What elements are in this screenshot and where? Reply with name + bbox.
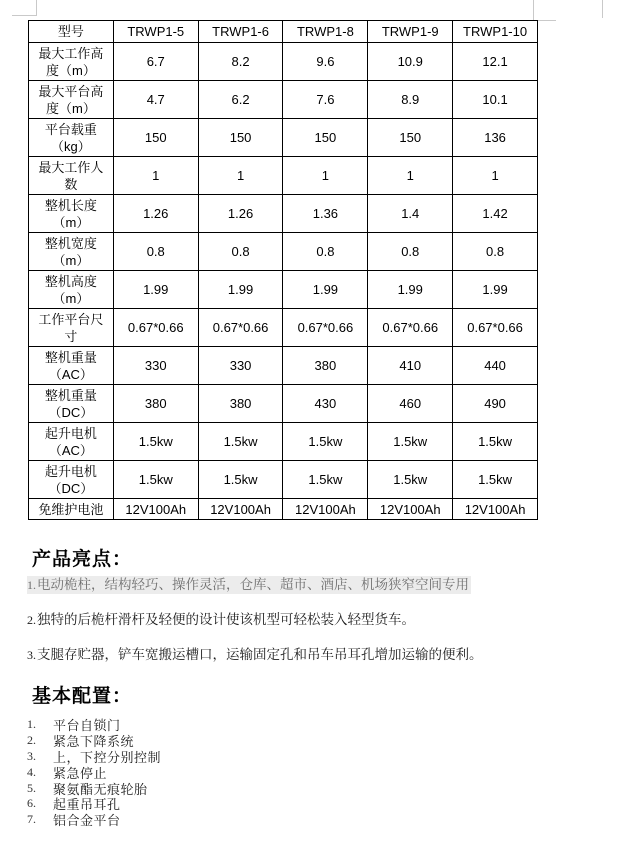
table-row — [29, 43, 538, 81]
row-label: 免维护电池 — [29, 499, 114, 520]
page-edge-mark — [602, 0, 603, 18]
table-cell: 4.7 — [113, 81, 198, 119]
table-cell: 0.8 — [283, 233, 368, 271]
table-cell: 10.1 — [453, 81, 538, 119]
table-cell: 1.26 — [113, 195, 198, 233]
table-cell: 1.5kw — [368, 423, 453, 461]
table-cell: 0.67*0.66 — [113, 309, 198, 347]
table-cell: 0.8 — [113, 233, 198, 271]
table-row — [29, 233, 538, 271]
config-item: 1. 平台自锁门 — [27, 717, 121, 734]
table-cell: 1.99 — [113, 271, 198, 309]
row-label: 起升电机（DC） — [29, 461, 114, 499]
table-cell: 0.67*0.66 — [198, 309, 283, 347]
config-item: 7. 铝合金平台 — [27, 812, 121, 829]
table-cell: 1.5kw — [283, 461, 368, 499]
spec-table — [28, 20, 538, 520]
config-item: 4. 紧急停止 — [27, 764, 108, 781]
row-label: 平台载重（kg） — [29, 119, 114, 157]
config-item: 5. 聚氨酯无痕轮胎 — [27, 780, 148, 797]
margin-corner-mark-left — [12, 15, 37, 16]
table-cell: 430 — [283, 385, 368, 423]
table-cell: 410 — [368, 347, 453, 385]
margin-corner-mark-left — [36, 0, 37, 16]
row-label: 整机高度（m） — [29, 271, 114, 309]
table-cell: 8.9 — [368, 81, 453, 119]
table-row — [29, 461, 538, 499]
table-cell: 150 — [283, 119, 368, 157]
margin-corner-mark-right — [533, 0, 534, 20]
table-cell: 1.5kw — [453, 461, 538, 499]
row-label: 整机重量（DC） — [29, 385, 114, 423]
table-header-cell: TRWP1-6 — [198, 21, 283, 43]
row-label: 整机长度（m） — [29, 195, 114, 233]
config-title: 基本配置： — [32, 686, 133, 707]
table-row — [29, 157, 538, 195]
table-row — [29, 81, 538, 119]
table-row — [29, 195, 538, 233]
table-row — [29, 309, 538, 347]
table-cell: 380 — [283, 347, 368, 385]
table-cell: 1.5kw — [283, 423, 368, 461]
table-cell: 1.99 — [368, 271, 453, 309]
table-header-cell: TRWP1-5 — [113, 21, 198, 43]
table-cell: 0.8 — [368, 233, 453, 271]
table-cell: 7.6 — [283, 81, 368, 119]
highlight-item: 2.独特的后桅杆滑杆及轻便的设计使该机型可轻松装入轻型货车。 — [27, 612, 415, 627]
row-label: 最大工作高度（m） — [29, 43, 114, 81]
table-cell: 12.1 — [453, 43, 538, 81]
table-cell: 1 — [113, 157, 198, 195]
highlighted-text: 1.电动桅柱，结构轻巧、操作灵活，仓库、超市、酒店、机场狭窄空间专用 — [27, 577, 469, 592]
table-cell: 460 — [368, 385, 453, 423]
table-cell: 1 — [283, 157, 368, 195]
row-label: 起升电机（AC） — [29, 423, 114, 461]
table-cell: 1.5kw — [368, 461, 453, 499]
table-header-model: 型号 — [29, 21, 114, 43]
table-cell: 490 — [453, 385, 538, 423]
table-cell: 1.4 — [368, 195, 453, 233]
row-label: 整机宽度（m） — [29, 233, 114, 271]
table-cell: 0.8 — [453, 233, 538, 271]
table-cell: 330 — [113, 347, 198, 385]
table-cell: 150 — [113, 119, 198, 157]
table-cell: 1 — [368, 157, 453, 195]
row-label: 整机重量（AC） — [29, 347, 114, 385]
table-cell: 0.67*0.66 — [453, 309, 538, 347]
table-cell: 10.9 — [368, 43, 453, 81]
table-cell: 12V100Ah — [453, 499, 538, 520]
table-cell: 150 — [368, 119, 453, 157]
table-header-row — [29, 21, 538, 43]
table-cell: 1.5kw — [453, 423, 538, 461]
table-cell: 380 — [113, 385, 198, 423]
table-cell: 1.99 — [283, 271, 368, 309]
table-cell: 1.5kw — [113, 461, 198, 499]
table-cell: 0.67*0.66 — [368, 309, 453, 347]
highlight-item: 3.支腿存贮器，铲车宽搬运槽口，运输固定孔和吊车吊耳孔增加运输的便利。 — [27, 647, 483, 662]
table-cell: 12V100Ah — [368, 499, 453, 520]
row-label: 最大平台高度（m） — [29, 81, 114, 119]
table-row — [29, 385, 538, 423]
row-label: 工作平台尺寸 — [29, 309, 114, 347]
table-cell: 6.7 — [113, 43, 198, 81]
table-cell: 1.5kw — [198, 461, 283, 499]
table-cell: 1.99 — [198, 271, 283, 309]
table-header-cell: TRWP1-9 — [368, 21, 453, 43]
table-row — [29, 347, 538, 385]
table-cell: 150 — [198, 119, 283, 157]
row-label: 最大工作人数 — [29, 157, 114, 195]
table-row — [29, 119, 538, 157]
table-row — [29, 499, 538, 520]
table-cell: 136 — [453, 119, 538, 157]
highlights-title: 产品亮点： — [32, 549, 133, 570]
table-cell: 1.26 — [198, 195, 283, 233]
table-header-cell: TRWP1-10 — [453, 21, 538, 43]
config-list — [27, 717, 161, 828]
table-cell: 12V100Ah — [283, 499, 368, 520]
table-cell: 12V100Ah — [198, 499, 283, 520]
highlight-item — [27, 576, 471, 594]
table-cell: 440 — [453, 347, 538, 385]
config-item: 3. 上，下控分别控制 — [27, 748, 162, 765]
table-cell: 6.2 — [198, 81, 283, 119]
table-row — [29, 423, 538, 461]
table-cell: 330 — [198, 347, 283, 385]
table-cell: 380 — [198, 385, 283, 423]
table-cell: 0.67*0.66 — [283, 309, 368, 347]
table-cell: 1.5kw — [198, 423, 283, 461]
table-cell: 1 — [198, 157, 283, 195]
table-cell: 8.2 — [198, 43, 283, 81]
table-header-cell: TRWP1-8 — [283, 21, 368, 43]
table-cell: 1.5kw — [113, 423, 198, 461]
table-row — [29, 271, 538, 309]
table-cell: 0.8 — [198, 233, 283, 271]
table-cell: 1 — [453, 157, 538, 195]
config-item: 6. 起重吊耳孔 — [27, 796, 121, 813]
table-cell: 1.99 — [453, 271, 538, 309]
config-item: 2. 紧急下降系统 — [27, 733, 135, 750]
table-cell: 1.36 — [283, 195, 368, 233]
table-cell: 1.42 — [453, 195, 538, 233]
table-cell: 9.6 — [283, 43, 368, 81]
table-cell: 12V100Ah — [113, 499, 198, 520]
